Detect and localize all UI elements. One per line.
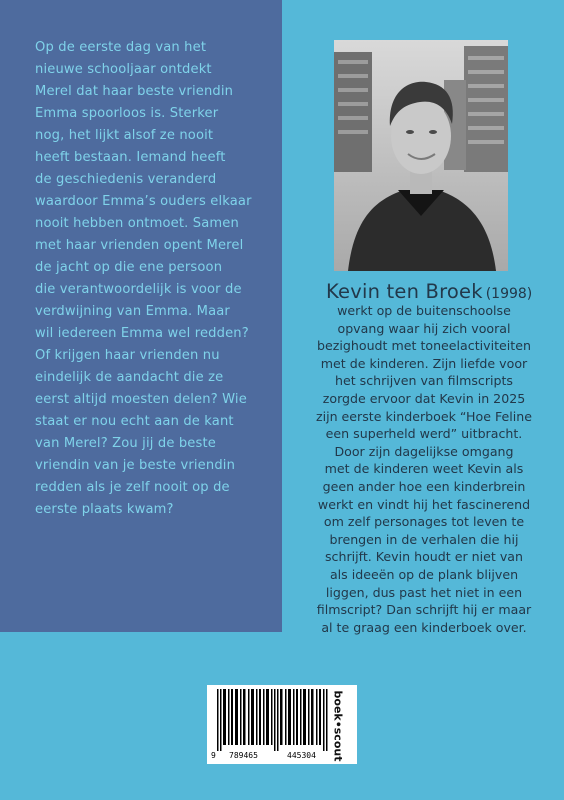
barcode-digits-left: 789465 — [229, 751, 258, 760]
publisher-logo — [325, 690, 351, 762]
blurb-panel — [0, 0, 282, 632]
barcode-bars — [217, 689, 328, 751]
publisher-logo-text: boek•scout — [331, 690, 345, 762]
author-name: Kevin ten Broek — [326, 280, 483, 303]
author-heading — [326, 276, 532, 304]
barcode-digit-first: 9 — [211, 751, 216, 760]
barcode-digits-right: 445304 — [287, 751, 316, 760]
author-year: (1998) — [485, 286, 533, 302]
author-photo — [334, 40, 508, 271]
blurb-text: Op de eerste dag van het nieuwe schooljaar ontdekt Merel dat haar beste vriendin Emma spoorloos is. Sterker nog, het lijkt alsof ze nooit heeft bestaan. Iemand heeft de geschiedenis veranderd waardoor Emma’s ouders elkaar nooit hebben ontmoet. Samen met haar vrienden opent Merel de jacht op die ene persoon die verantwoordelijk is voor de verdwijning van Emma. Maar wil iedereen Emma wel redden? Of krijgen haar vrienden nu eindelijk de aandacht die ze eerst altijd moesten delen? Wie staat er nou echt aan de kant van Merel? Zou jij de beste vriendin van je beste vriendin redden als je zelf nooit op de eerste plaats kwam? — [35, 40, 252, 517]
author-bio: werkt op de buitenschoolse opvang waar hij zich vooral bezighoudt met toneelactiviteiten met de kinderen. Zijn liefde voor het schrijven van filmscripts zorgde ervoor dat Kevin in 2025 zijn eerste kinderboek “Hoe Feline een superheld werd” uitbracht. Door zijn dagelijkse omgang met de kinderen weet Kevin als geen ander hoe een kinderbrein werkt en vindt hij het fascinerend om zelf personages tot leven te brengen in de verhalen die hij schrijft. Kevin houdt er niet van als ideeën op de plank blijven liggen, dus past het niet in een filmscript? Dan schrijft hij er maar al te graag een kinderboek over. — [315, 303, 533, 635]
